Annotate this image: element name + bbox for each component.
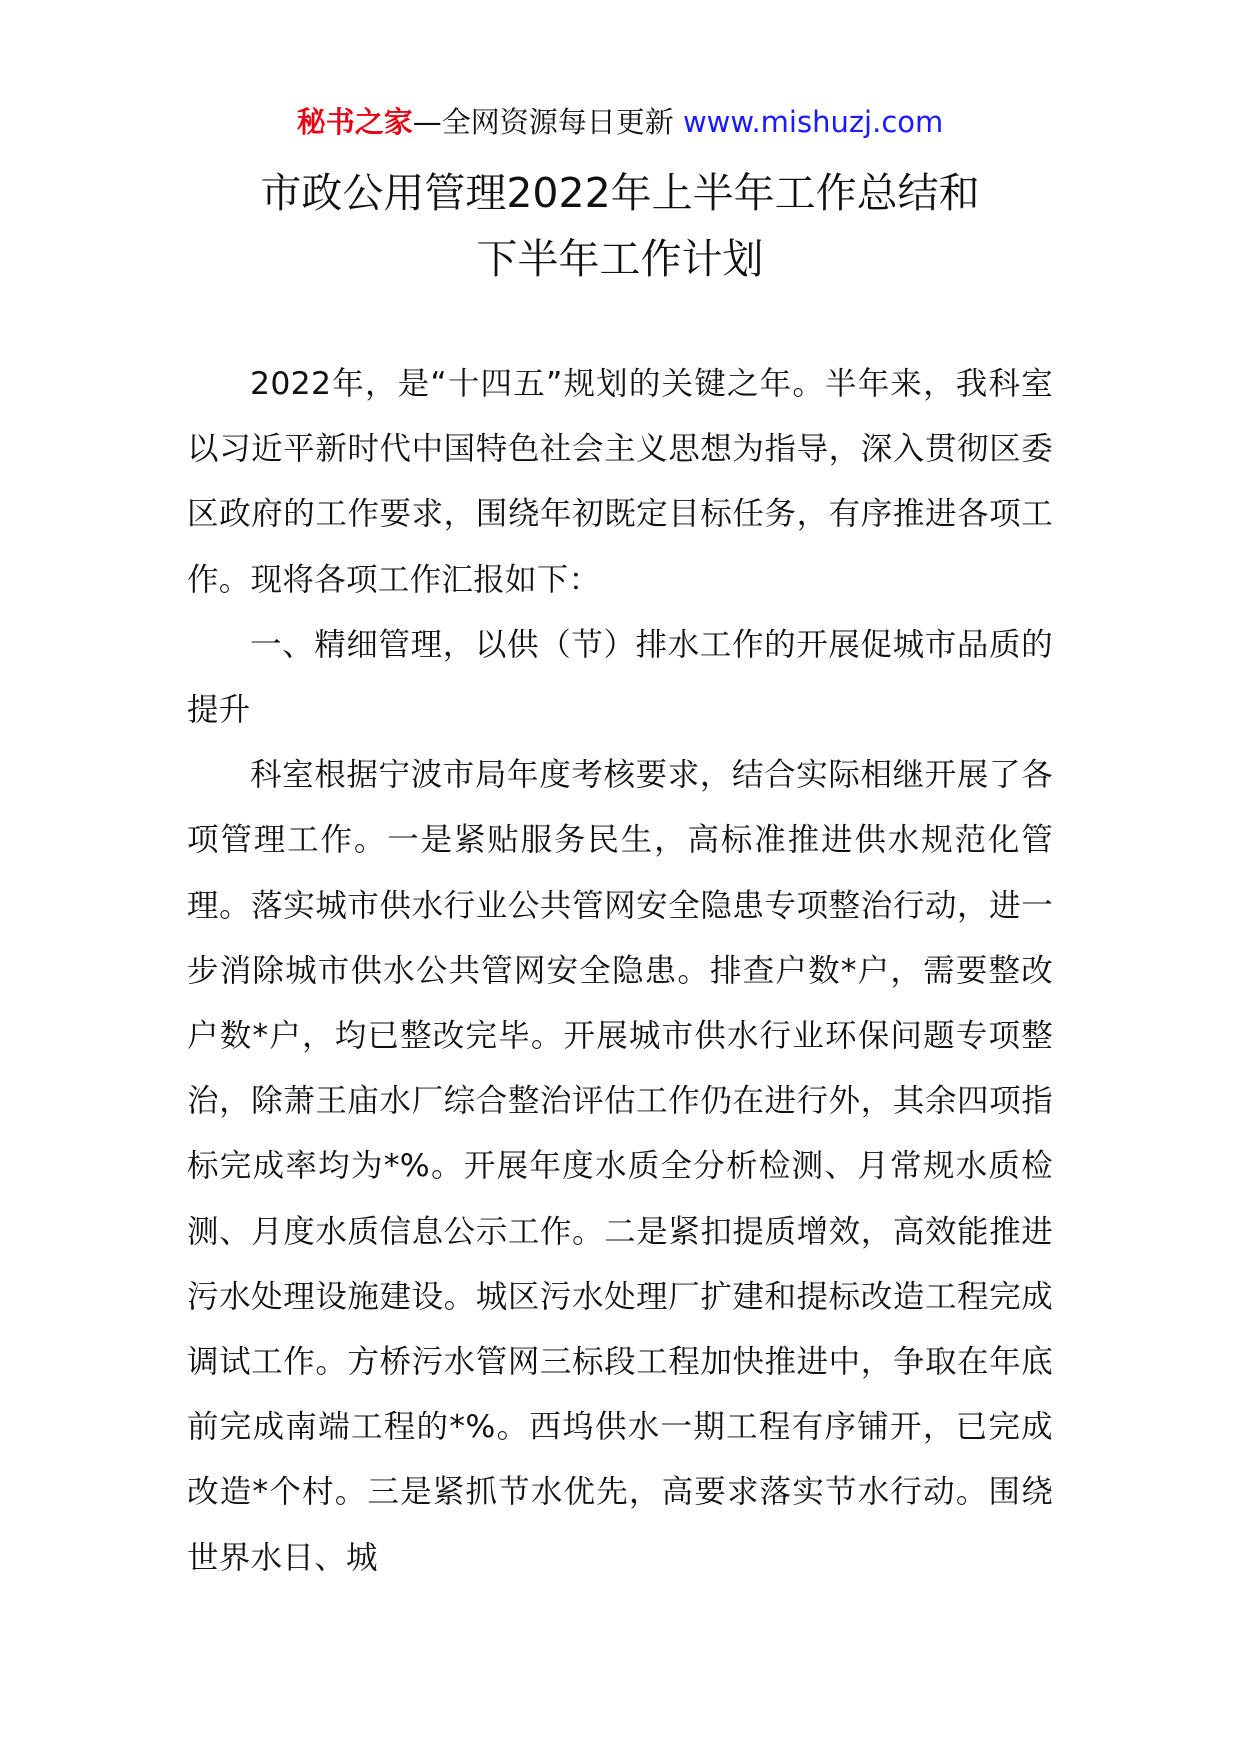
- watermark-url[interactable]: www.mishuzj.com: [682, 105, 944, 139]
- watermark-slogan: —全网资源每日更新: [412, 105, 674, 139]
- section-heading-1: 一、精细管理，以供（节）排水工作的开展促城市品质的提升: [187, 626, 1053, 729]
- paragraph-section-1: 科室根据宁波市局年度考核要求，结合实际相继开展了各项管理工作。一是紧贴服务民生，高标准推进供水规范化管理。落实城市供水行业公共管网安全隐患专项整治行动，进一步消除城市供水公共管网安全隐患。排查户数*户，需要整改户数*户，均已整改完毕。开展城市供水行业环保问题专项整治，除萧王庙水厂综合整治评估工作仍在进行外，其余四项指标完成率均为*%。开展年度水质全分析检测、月常规水质检测、月度水质信息公示工作。二是紧扣提质增效，高效能推进污水处理设施建设。城区污水处理厂扩建和提标改造工程完成调试工作。方桥污水管网三标段工程加快推进中，争取在年底前完成南端工程的*%。西坞供水一期工程有序铺开，已完成改造*个村。三是紧抓节水优先，高要求落实节水行动。围绕世界水日、城: [187, 757, 1053, 1576]
- site-watermark: [0, 100, 1240, 144]
- paragraph-intro: 2022年，是“十四五”规划的关键之年。半年来，我科室以习近平新时代中国特色社会主义思想为指导，深入贯彻区委区政府的工作要求，围绕年初既定目标任务，有序推进各项工作。现将各项工作汇报如下：: [187, 366, 1053, 598]
- document-body: [187, 352, 1053, 1591]
- title-line-2: 下半年工作计划: [476, 235, 764, 283]
- title-line-1: 市政公用管理2022年上半年工作总结和: [260, 169, 980, 217]
- watermark-brand: 秘书之家: [296, 105, 413, 139]
- document-title: [0, 160, 1240, 292]
